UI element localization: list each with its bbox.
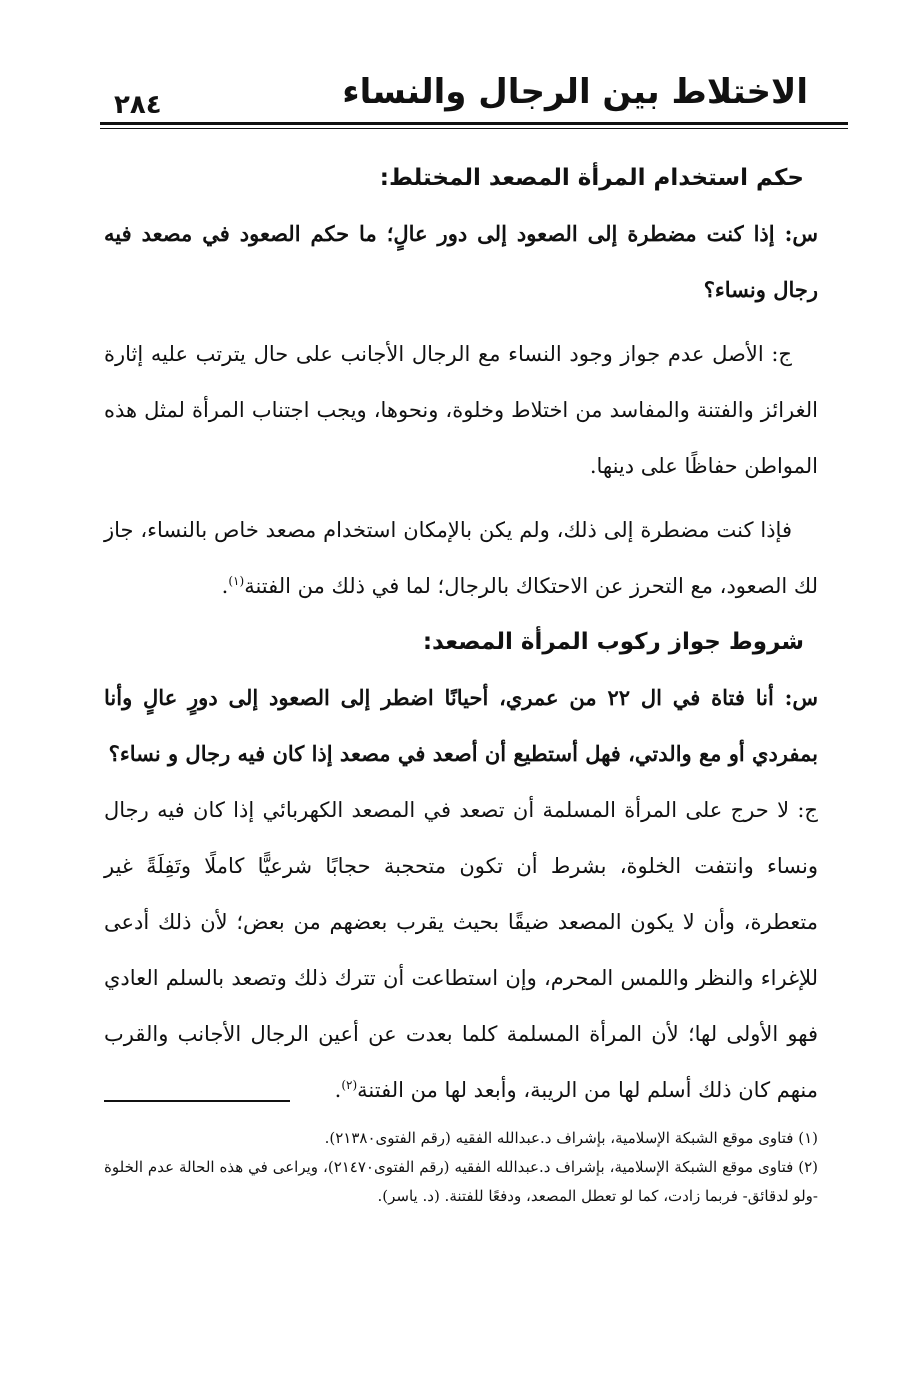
header-rule-thin bbox=[100, 128, 848, 129]
question-paragraph: س: إذا كنت مضطرة إلى الصعود إلى دور عالٍ؛ ما حكم الصعود في مصعد فيه رجال ونساء؟ bbox=[104, 221, 818, 302]
footnote-divider bbox=[104, 1100, 290, 1102]
page-number: ٢٨٤ bbox=[114, 90, 162, 120]
book-title: الاختلاط بين الرجال والنساء bbox=[342, 72, 808, 112]
section-heading: شروط جواز ركوب المرأة المصعد: bbox=[422, 629, 804, 655]
footnote: (١) فتاوى موقع الشبكة الإسلامية، بإشراف د.عبدالله الفقيه (رقم الفتوى٢١٣٨٠). bbox=[324, 1129, 818, 1147]
footnote: (٢) فتاوى موقع الشبكة الإسلامية، بإشراف د.عبدالله الفقيه (رقم الفتوى٢١٤٧٠)، ويراعى في هذه الحالة عدم الخلوة -ولو لدقائق- فربما زادت، كما لو تعطل المصعد، ودفعًا للفتنة. (د. ياسر). bbox=[104, 1158, 818, 1205]
answer-text: فإذا كنت مضطرة إلى ذلك، ولم يكن بالإمكان استخدام مصعد خاص بالنساء، جاز لك الصعود، مع التحرز عن الاحتكاك بالرجال؛ لما في ذلك من الفتنة bbox=[104, 518, 818, 598]
question-paragraph: س: أنا فتاة في ال ٢٢ من عمري، أحيانًا اضطر إلى الصعود إلى دورٍ عالٍ وأنا بمفردي أو مع والدتي، فهل أستطيع أن أصعد في مصعد إذا كان فيه رجال و نساء؟ bbox=[104, 685, 818, 766]
footnote-ref: (٢) bbox=[341, 1078, 358, 1092]
section-heading: حكم استخدام المرأة المصعد المختلط: bbox=[379, 165, 804, 191]
footnote-list bbox=[104, 1124, 818, 1211]
page-header bbox=[100, 66, 848, 130]
answer-paragraph: ج: الأصل عدم جواز وجود النساء مع الرجال الأجانب على حال يترتب عليه إثارة الغرائز والفتنة والمفاسد من اختلاط وخلوة، ونحوها، ويجب اجتناب المرأة لمثل هذه المواطن حفاظًا على دينها. bbox=[104, 342, 818, 478]
answer-text: ج: لا حرج على المرأة المسلمة أن تصعد في المصعد الكهربائي إذا كان فيه رجال ونساء وانتفت الخلوة، بشرط أن تكون متحجبة حجابًا شرعيًّا كاملًا وتَفِلَةً غير متعطرة، وأن لا يكون المصعد ضيقًا بحيث يقرب بعضهم من بعض؛ لأن ذلك أدعى للإغراء والنظر واللمس المحرم، وإن استطاعت أن تترك ذلك وتصعد بالسلم العادي فهو الأولى لها؛ لأن المرأة المسلمة كلما بعدت عن أعين الرجال الأجانب والقرب منهم كان ذلك أسلم لها من الريبة، وأبعد لها من الفتنة bbox=[104, 798, 818, 1102]
answer-paragraph: فإذا كنت مضطرة إلى ذلك، ولم يكن بالإمكان استخدام مصعد خاص بالنساء، جاز لك الصعود، مع التحرز عن الاحتكاك بالرجال؛ لما في ذلك من الفتنة$^{(١)}$. bbox=[104, 518, 818, 598]
footnote-ref: (١) bbox=[228, 574, 245, 588]
main-text bbox=[104, 150, 818, 1118]
header-rule bbox=[100, 122, 848, 125]
answer-paragraph: ج: لا حرج على المرأة المسلمة أن تصعد في المصعد الكهربائي إذا كان فيه رجال ونساء وانتفت الخلوة، بشرط أن تكون متحجبة حجابًا شرعيًّا كاملًا وتَفِلَةً غير متعطرة، وأن لا يكون المصعد ضيقًا بحيث يقرب بعضهم من بعض؛ لأن ذلك أدعى للإغراء والنظر واللمس المحرم، وإن استطاعت أن تترك ذلك وتصعد بالسلم العادي فهو الأولى لها؛ لأن المرأة المسلمة كلما بعدت عن أعين الرجال الأجانب والقرب منهم كان ذلك أسلم لها من الريبة، وأبعد لها من الفتنة$^{(٢)}$. bbox=[104, 798, 818, 1102]
